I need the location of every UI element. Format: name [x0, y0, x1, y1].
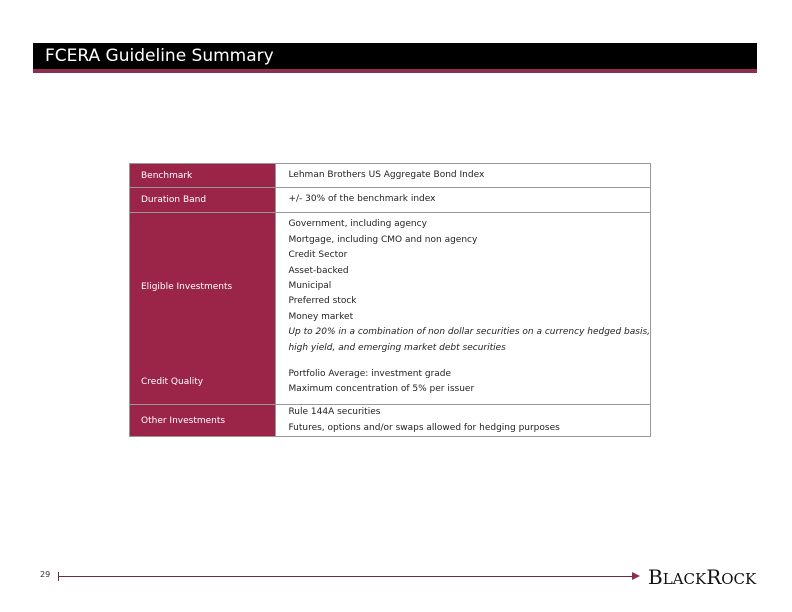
value-line: Credit Sector [288, 250, 348, 261]
value-line: Asset-backed [288, 265, 349, 276]
row-value [276, 188, 651, 213]
row-value [276, 405, 651, 437]
row-value [276, 164, 651, 188]
value-line: Lehman Brothers US Aggregate Bond Index [288, 169, 485, 180]
value-line: Futures, options and/or swaps allowed for hedging purposes [288, 422, 560, 433]
value-line: Maximum concentration of 5% per issuer [288, 384, 475, 395]
row-label: Eligible Investments [130, 213, 276, 361]
value-line: high yield, and emerging market debt securities [288, 342, 506, 353]
row-label: Duration Band [130, 188, 276, 213]
footer-line [58, 576, 636, 577]
title-bar [33, 43, 757, 73]
value-line: Municipal [288, 281, 332, 292]
row-value [276, 361, 651, 405]
row-value [276, 213, 651, 361]
page-title: FCERA Guideline Summary [45, 46, 274, 66]
value-line: Rule 144A securities [288, 407, 381, 418]
value-line: Up to 20% in a combination of non dollar securities on a currency hedged basis, [288, 327, 650, 338]
value-line: +/- 30% of the benchmark index [288, 194, 436, 205]
page-number: 29 [40, 570, 51, 579]
guideline-table [129, 163, 651, 437]
table-row [130, 164, 651, 188]
table-row [130, 405, 651, 437]
row-label: Benchmark [130, 164, 276, 188]
value-line: Portfolio Average: investment grade [288, 368, 452, 379]
row-label: Other Investments [130, 405, 276, 437]
value-line: Money market [288, 311, 354, 322]
value-line: Mortgage, including CMO and non agency [288, 234, 478, 245]
value-line: Preferred stock [288, 296, 357, 307]
blackrock-logo: BLACKROCK [648, 565, 757, 589]
row-label: Credit Quality [130, 361, 276, 405]
value-line: Government, including agency [288, 219, 427, 230]
arrow-icon [632, 572, 640, 580]
table-row [130, 188, 651, 213]
table-row [130, 361, 651, 405]
table-row [130, 213, 651, 361]
